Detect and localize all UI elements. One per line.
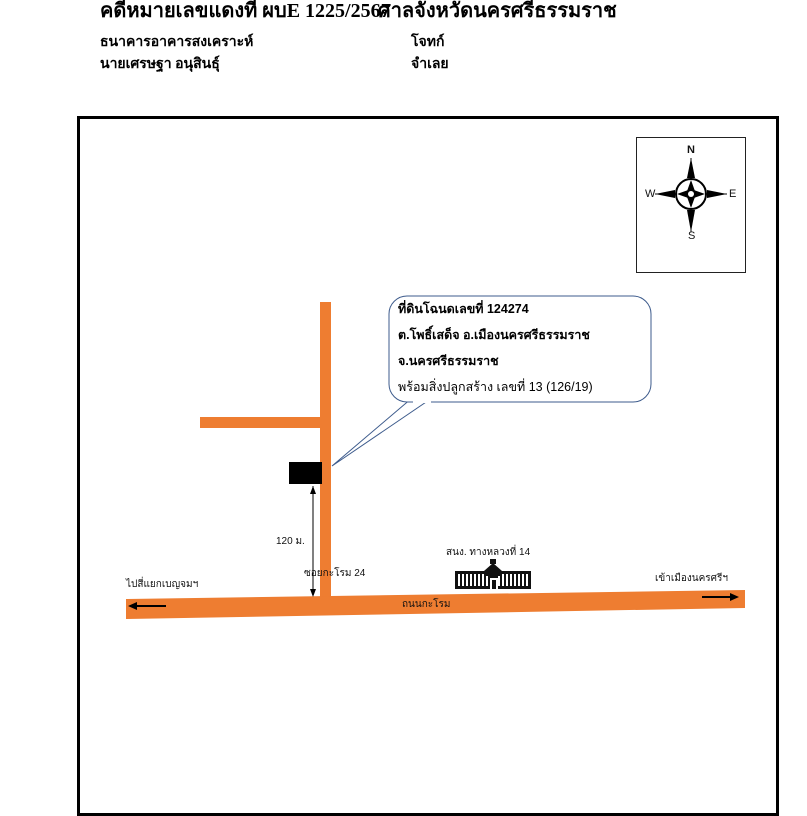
defendant-name: นายเศรษฐา อนุสินธุ์ (100, 57, 220, 72)
plaintiff-role: โจทก์ (411, 35, 445, 50)
property-location-marker (289, 462, 322, 484)
landmark-label: สนง. ทางหลวงที่ 14 (446, 547, 531, 558)
court-name: ศาลจังหวัดนครศรีธรรมราช (378, 0, 617, 22)
building-number: พร้อมสิ่งปลูกสร้าง เลขที่ 13 (126/19) (398, 380, 593, 394)
left-direction-label: ไปสี่แยกเบญจมฯ (126, 579, 199, 590)
plaintiff-name: ธนาคารอาคารสงเคราะห์ (100, 35, 254, 50)
compass-north-label: N (687, 144, 695, 156)
callout-text (398, 296, 593, 400)
subdistrict-district: ต.โพธิ์เสด็จ อ.เมืองนครศรีธรรมราช (398, 328, 590, 342)
province: จ.นครศรีธรรมราช (398, 354, 499, 368)
callout-pointer (332, 398, 432, 466)
compass-south-label: S (688, 230, 696, 242)
case-number-title: คดีหมายเลขแดงที่ ผบE 1225/2567 (100, 0, 391, 22)
main-road-label: ถนนกะโรม (402, 599, 451, 610)
distance-label: 120 ม. (276, 536, 305, 547)
right-direction-label: เข้าเมืองนครศรีฯ (655, 573, 728, 584)
government-building-icon (455, 559, 531, 589)
compass-east-label: E (729, 188, 737, 200)
soi-label: ซอยกะโรม 24 (304, 568, 366, 579)
defendant-role: จำเลย (411, 57, 449, 72)
compass-west-label: W (645, 188, 656, 200)
title-deed-number: ที่ดินโฉนดเลขที่ 124274 (398, 302, 529, 316)
